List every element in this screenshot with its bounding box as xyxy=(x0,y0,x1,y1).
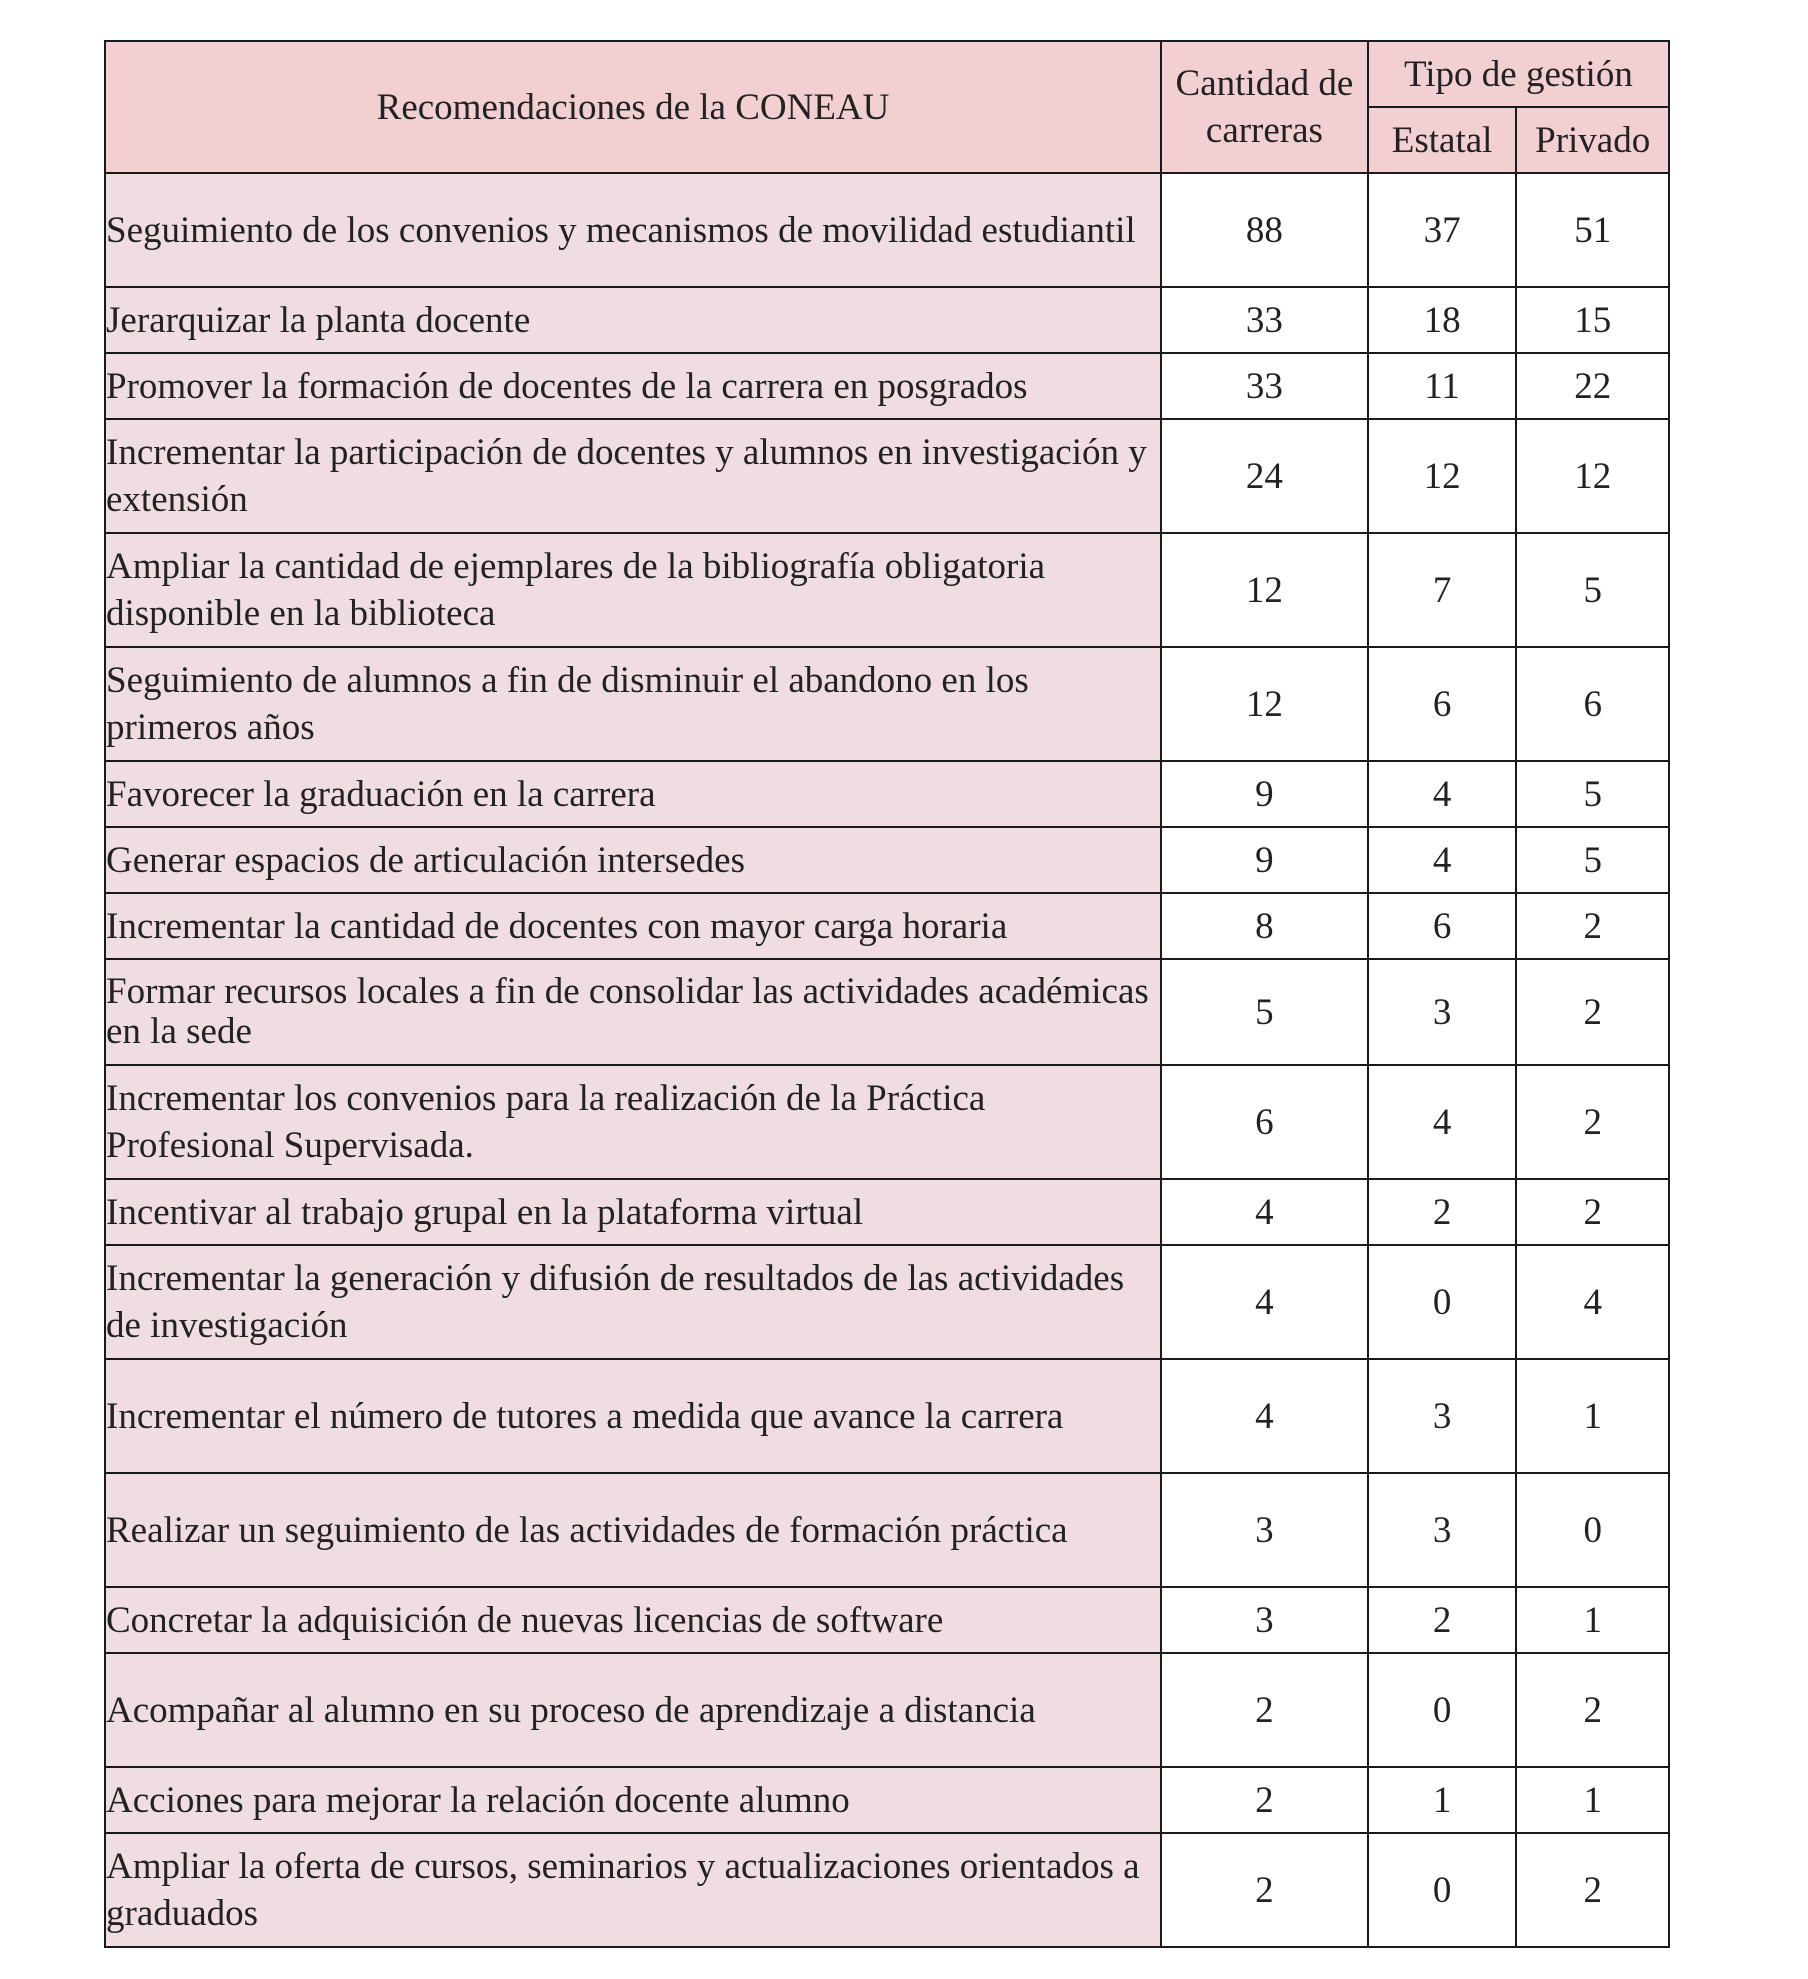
cell-estatal: 37 xyxy=(1368,173,1517,287)
cell-recomendacion: Jerarquizar la planta docente xyxy=(105,287,1161,353)
table-body xyxy=(105,173,1669,1947)
cell-privado: 12 xyxy=(1516,419,1669,533)
cell-estatal: 1 xyxy=(1368,1767,1517,1833)
cell-estatal: 2 xyxy=(1368,1587,1517,1653)
header-cantidad-carreras: Cantidad de carreras xyxy=(1161,41,1368,173)
cell-recomendacion: Generar espacios de articulación intersedes xyxy=(105,827,1161,893)
table-row xyxy=(105,353,1669,419)
cell-privado: 2 xyxy=(1516,1065,1669,1179)
cell-estatal: 7 xyxy=(1368,533,1517,647)
cell-recomendacion: Formar recursos locales a fin de consolidar las actividades académicas en la sede xyxy=(105,959,1161,1065)
cell-recomendacion: Seguimiento de los convenios y mecanismos de movilidad estudiantil xyxy=(105,173,1161,287)
cell-estatal: 0 xyxy=(1368,1245,1517,1359)
cell-estatal: 3 xyxy=(1368,1359,1517,1473)
table-row xyxy=(105,173,1669,287)
table-row xyxy=(105,1065,1669,1179)
cell-estatal: 4 xyxy=(1368,761,1517,827)
cell-estatal: 3 xyxy=(1368,959,1517,1065)
cell-estatal: 6 xyxy=(1368,647,1517,761)
cell-estatal: 12 xyxy=(1368,419,1517,533)
cell-estatal: 18 xyxy=(1368,287,1517,353)
cell-cantidad: 12 xyxy=(1161,647,1368,761)
cell-cantidad: 33 xyxy=(1161,287,1368,353)
table-row xyxy=(105,1359,1669,1473)
cell-recomendacion: Ampliar la cantidad de ejemplares de la bibliografía obligatoria disponible en la biblioteca xyxy=(105,533,1161,647)
cell-recomendacion: Promover la formación de docentes de la carrera en posgrados xyxy=(105,353,1161,419)
cell-estatal: 3 xyxy=(1368,1473,1517,1587)
table-row xyxy=(105,287,1669,353)
cell-privado: 6 xyxy=(1516,647,1669,761)
cell-estatal: 2 xyxy=(1368,1179,1517,1245)
cell-estatal: 6 xyxy=(1368,893,1517,959)
cell-cantidad: 4 xyxy=(1161,1245,1368,1359)
cell-estatal: 4 xyxy=(1368,1065,1517,1179)
cell-cantidad: 4 xyxy=(1161,1179,1368,1245)
cell-cantidad: 12 xyxy=(1161,533,1368,647)
cell-privado: 5 xyxy=(1516,827,1669,893)
cell-cantidad: 24 xyxy=(1161,419,1368,533)
table-row xyxy=(105,959,1669,1065)
cell-privado: 4 xyxy=(1516,1245,1669,1359)
cell-recomendacion: Incrementar la generación y difusión de resultados de las actividades de investigación xyxy=(105,1245,1161,1359)
table-row xyxy=(105,1473,1669,1587)
table-row xyxy=(105,647,1669,761)
cell-privado: 5 xyxy=(1516,761,1669,827)
cell-cantidad: 88 xyxy=(1161,173,1368,287)
header-estatal: Estatal xyxy=(1368,107,1517,173)
table-row xyxy=(105,533,1669,647)
cell-cantidad: 9 xyxy=(1161,827,1368,893)
cell-recomendacion: Acciones para mejorar la relación docente alumno xyxy=(105,1767,1161,1833)
cell-privado: 5 xyxy=(1516,533,1669,647)
cell-recomendacion: Ampliar la oferta de cursos, seminarios y actualizaciones orientados a graduados xyxy=(105,1833,1161,1947)
header-recomendaciones: Recomendaciones de la CONEAU xyxy=(105,41,1161,173)
cell-estatal: 11 xyxy=(1368,353,1517,419)
cell-recomendacion: Concretar la adquisición de nuevas licencias de software xyxy=(105,1587,1161,1653)
header-privado: Privado xyxy=(1516,107,1669,173)
cell-privado: 2 xyxy=(1516,1179,1669,1245)
cell-privado: 0 xyxy=(1516,1473,1669,1587)
cell-recomendacion: Realizar un seguimiento de las actividades de formación práctica xyxy=(105,1473,1161,1587)
cell-estatal: 4 xyxy=(1368,827,1517,893)
cell-privado: 51 xyxy=(1516,173,1669,287)
cell-recomendacion: Incrementar los convenios para la realización de la Práctica Profesional Supervisada. xyxy=(105,1065,1161,1179)
cell-recomendacion: Incrementar la cantidad de docentes con mayor carga horaria xyxy=(105,893,1161,959)
cell-recomendacion: Incrementar la participación de docentes y alumnos en investigación y extensión xyxy=(105,419,1161,533)
cell-privado: 2 xyxy=(1516,959,1669,1065)
cell-privado: 1 xyxy=(1516,1587,1669,1653)
cell-privado: 1 xyxy=(1516,1359,1669,1473)
header-tipo-gestion: Tipo de gestión xyxy=(1368,41,1669,107)
cell-recomendacion: Favorecer la graduación en la carrera xyxy=(105,761,1161,827)
table-row xyxy=(105,893,1669,959)
cell-recomendacion: Seguimiento de alumnos a fin de disminuir el abandono en los primeros años xyxy=(105,647,1161,761)
table-row xyxy=(105,1767,1669,1833)
cell-cantidad: 8 xyxy=(1161,893,1368,959)
cell-cantidad: 33 xyxy=(1161,353,1368,419)
cell-privado: 2 xyxy=(1516,1653,1669,1767)
cell-recomendacion: Incrementar el número de tutores a medida que avance la carrera xyxy=(105,1359,1161,1473)
cell-cantidad: 2 xyxy=(1161,1653,1368,1767)
table-row xyxy=(105,1587,1669,1653)
table-row xyxy=(105,1653,1669,1767)
table-row xyxy=(105,419,1669,533)
cell-privado: 2 xyxy=(1516,893,1669,959)
table-row xyxy=(105,1245,1669,1359)
cell-cantidad: 3 xyxy=(1161,1473,1368,1587)
cell-cantidad: 4 xyxy=(1161,1359,1368,1473)
cell-privado: 1 xyxy=(1516,1767,1669,1833)
cell-cantidad: 6 xyxy=(1161,1065,1368,1179)
cell-estatal: 0 xyxy=(1368,1833,1517,1947)
cell-cantidad: 2 xyxy=(1161,1833,1368,1947)
table-row xyxy=(105,1833,1669,1947)
table-row xyxy=(105,827,1669,893)
cell-privado: 2 xyxy=(1516,1833,1669,1947)
cell-recomendacion: Acompañar al alumno en su proceso de aprendizaje a distancia xyxy=(105,1653,1161,1767)
table-header xyxy=(105,41,1669,173)
cell-privado: 15 xyxy=(1516,287,1669,353)
table-row xyxy=(105,1179,1669,1245)
cell-privado: 22 xyxy=(1516,353,1669,419)
cell-cantidad: 2 xyxy=(1161,1767,1368,1833)
cell-recomendacion: Incentivar al trabajo grupal en la plataforma virtual xyxy=(105,1179,1161,1245)
recommendations-table xyxy=(104,40,1670,1948)
cell-estatal: 0 xyxy=(1368,1653,1517,1767)
table-row xyxy=(105,761,1669,827)
cell-cantidad: 5 xyxy=(1161,959,1368,1065)
cell-cantidad: 3 xyxy=(1161,1587,1368,1653)
cell-cantidad: 9 xyxy=(1161,761,1368,827)
